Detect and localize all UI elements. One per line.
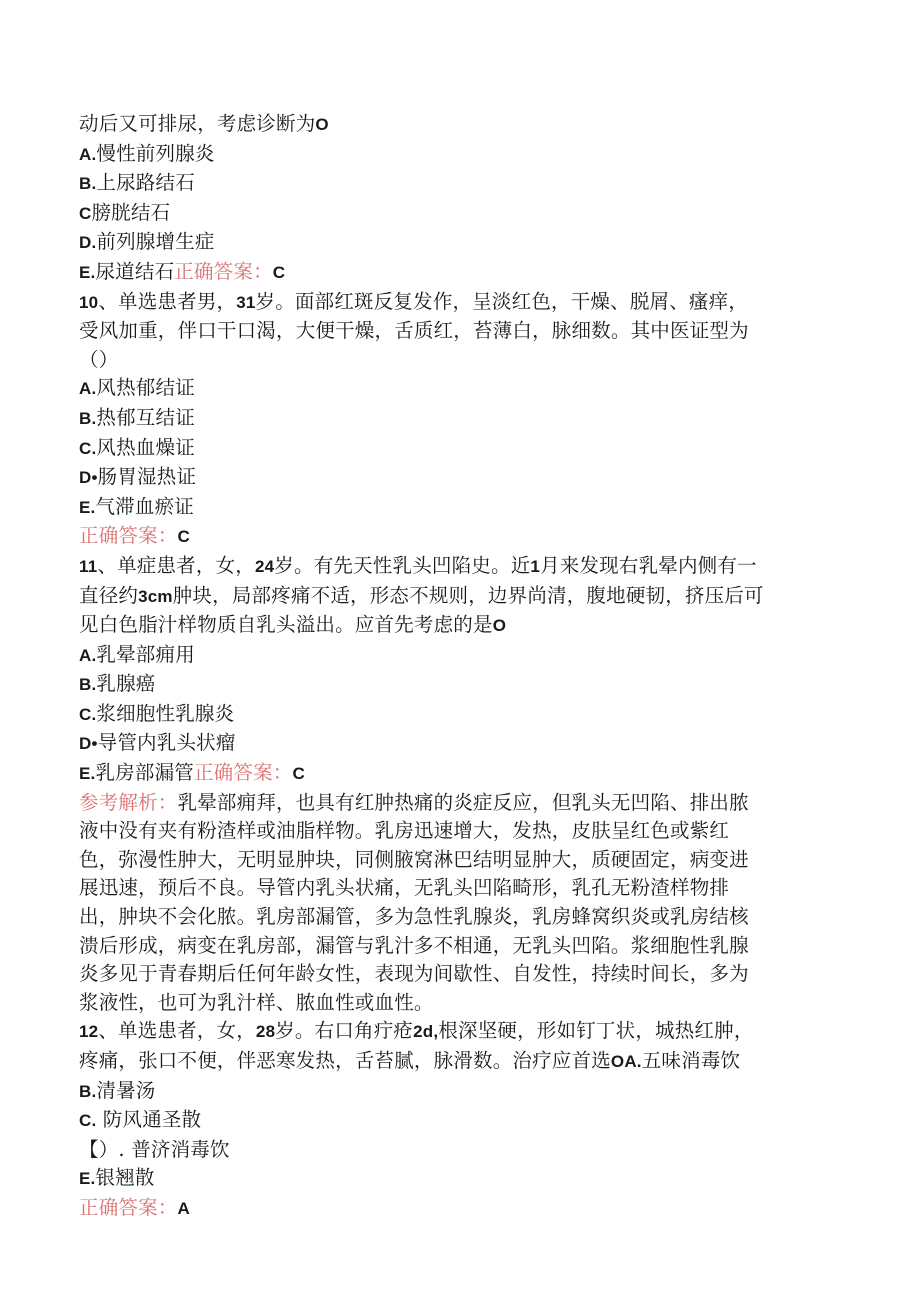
answer-value: A bbox=[177, 1198, 190, 1218]
analysis-label: 参考解析： bbox=[79, 790, 178, 814]
q11-option-c: C.浆细胞性乳腺炎 bbox=[79, 701, 235, 725]
q11-option-d: D•导管内乳头状瘤 bbox=[79, 731, 236, 755]
answer-value: C bbox=[177, 527, 190, 547]
q9-option-d: D.前列腺增生症 bbox=[79, 230, 215, 254]
q12-option-d: 【）. 普济消毒饮 bbox=[79, 1137, 230, 1161]
q12-stem-line-1: 12、单选患者，女，28岁。右口角疔疮2d,根深坚硬，形如钉丁状，城热红肿， bbox=[79, 1019, 754, 1043]
q11-analysis-line-5: 出，肿块不会化脓。乳房部漏管，多为急性乳腺炎，乳房蜂窝织炎或乳房结核 bbox=[79, 905, 749, 929]
q11-analysis-line-4: 展迅速，预后不良。导管内乳头状痛，无乳头凹陷畸形，乳孔无粉渣样物排 bbox=[79, 876, 730, 900]
q11-stem-line-3: 见白色脂汁样物质自乳头溢出。应首先考虑的是O bbox=[79, 613, 507, 637]
q11-analysis-line-2: 液中没有夹有粉渣样或油脂样物。乳房迅速增大，发热，皮肤呈红色或紫红 bbox=[79, 819, 730, 843]
answer-value: C bbox=[272, 262, 286, 282]
q12-option-c: C. 防风通圣散 bbox=[79, 1108, 202, 1132]
q10-option-e: E.气滞血瘀证 bbox=[79, 494, 194, 518]
q11-stem-line-1: 11、单症患者，女，24岁。有先天性乳头凹陷史。近1月来发现右乳晕内侧有一 bbox=[79, 553, 757, 577]
q10-stem-line-3: （） bbox=[79, 347, 119, 371]
q12-answer bbox=[79, 1194, 839, 1224]
q11-analysis-line-3: 色，弥漫性肿大，无明显肿块，同侧腋窝淋巴结明显肿大，质硬固定，病变进 bbox=[79, 847, 749, 871]
answer-label: 正确答案： bbox=[79, 1195, 178, 1219]
q12-option-b: B.清暑汤 bbox=[79, 1078, 156, 1102]
q10-stem-line-2: 受风加重，伴口干口渴，大便干燥，舌质红，苔薄白，脉细数。其中医证型为 bbox=[79, 319, 749, 343]
q10-option-b: B.热郁互结证 bbox=[79, 405, 195, 429]
q11-analysis-line-6: 溃后形成，病变在乳房部，漏管与乳汁多不相通，无乳头凹陷。浆细胞性乳腺 bbox=[79, 933, 749, 957]
q10-option-a: A.风热郁结证 bbox=[79, 376, 195, 400]
answer-label: 正确答案： bbox=[79, 524, 178, 548]
q9-option-b: B.上尿路结石 bbox=[79, 171, 195, 195]
answer-label: 正确答案： bbox=[193, 761, 293, 785]
exam-page bbox=[79, 110, 839, 1224]
q9-option-c: C膀胱结石 bbox=[79, 200, 171, 224]
q10-stem-line-1: 10、单选患者男，31岁。面部红斑反复发作，呈淡红色，干燥、脱屑、瘙痒， bbox=[79, 289, 749, 313]
answer-label: 正确答案： bbox=[174, 259, 273, 283]
q10-option-d: D•肠胃湿热证 bbox=[79, 465, 197, 489]
q10-option-c: C.风热血燥证 bbox=[79, 435, 195, 459]
q10-answer bbox=[79, 522, 839, 552]
q11-analysis-line-7: 炎多见于青春期后任何年龄女性，表现为间歇性、自发性，持续时间长，多为 bbox=[79, 962, 749, 986]
q9-option-e-with-answer: E.尿道结石正确答案：C bbox=[79, 259, 286, 283]
q9-option-a: A.慢性前列腺炎 bbox=[79, 141, 215, 165]
q11-option-a: A.乳晕部痈用 bbox=[79, 642, 195, 666]
q11-option-e-with-answer: E.乳房部漏管正确答案：C bbox=[79, 761, 305, 785]
answer-value: C bbox=[292, 764, 305, 784]
q11-analysis-line-8: 浆液性，也可为乳汁样、脓血性或血性。 bbox=[79, 990, 434, 1014]
q12-option-e: E.银翘散 bbox=[79, 1166, 155, 1190]
q12-stem-line-2: 疼痛，张口不便，伴恶寒发热，舌苔腻，脉滑数。治疗应首选OA.五味消毒饮 bbox=[79, 1049, 741, 1072]
q11-analysis-line-1: 参考解析：乳晕部痈拜，也具有红肿热痛的炎症反应，但乳头无凹陷、排出脓 bbox=[79, 790, 749, 814]
q11-stem-line-2: 直径约3cm肿块，局部疼痛不适，形态不规则，边界尚清，腹地硬韧，挤压后可 bbox=[79, 583, 764, 607]
q9-stem-tail: 动后又可排尿，考虑诊断为O bbox=[79, 112, 329, 135]
q11-option-b: B.乳腺癌 bbox=[79, 672, 156, 696]
